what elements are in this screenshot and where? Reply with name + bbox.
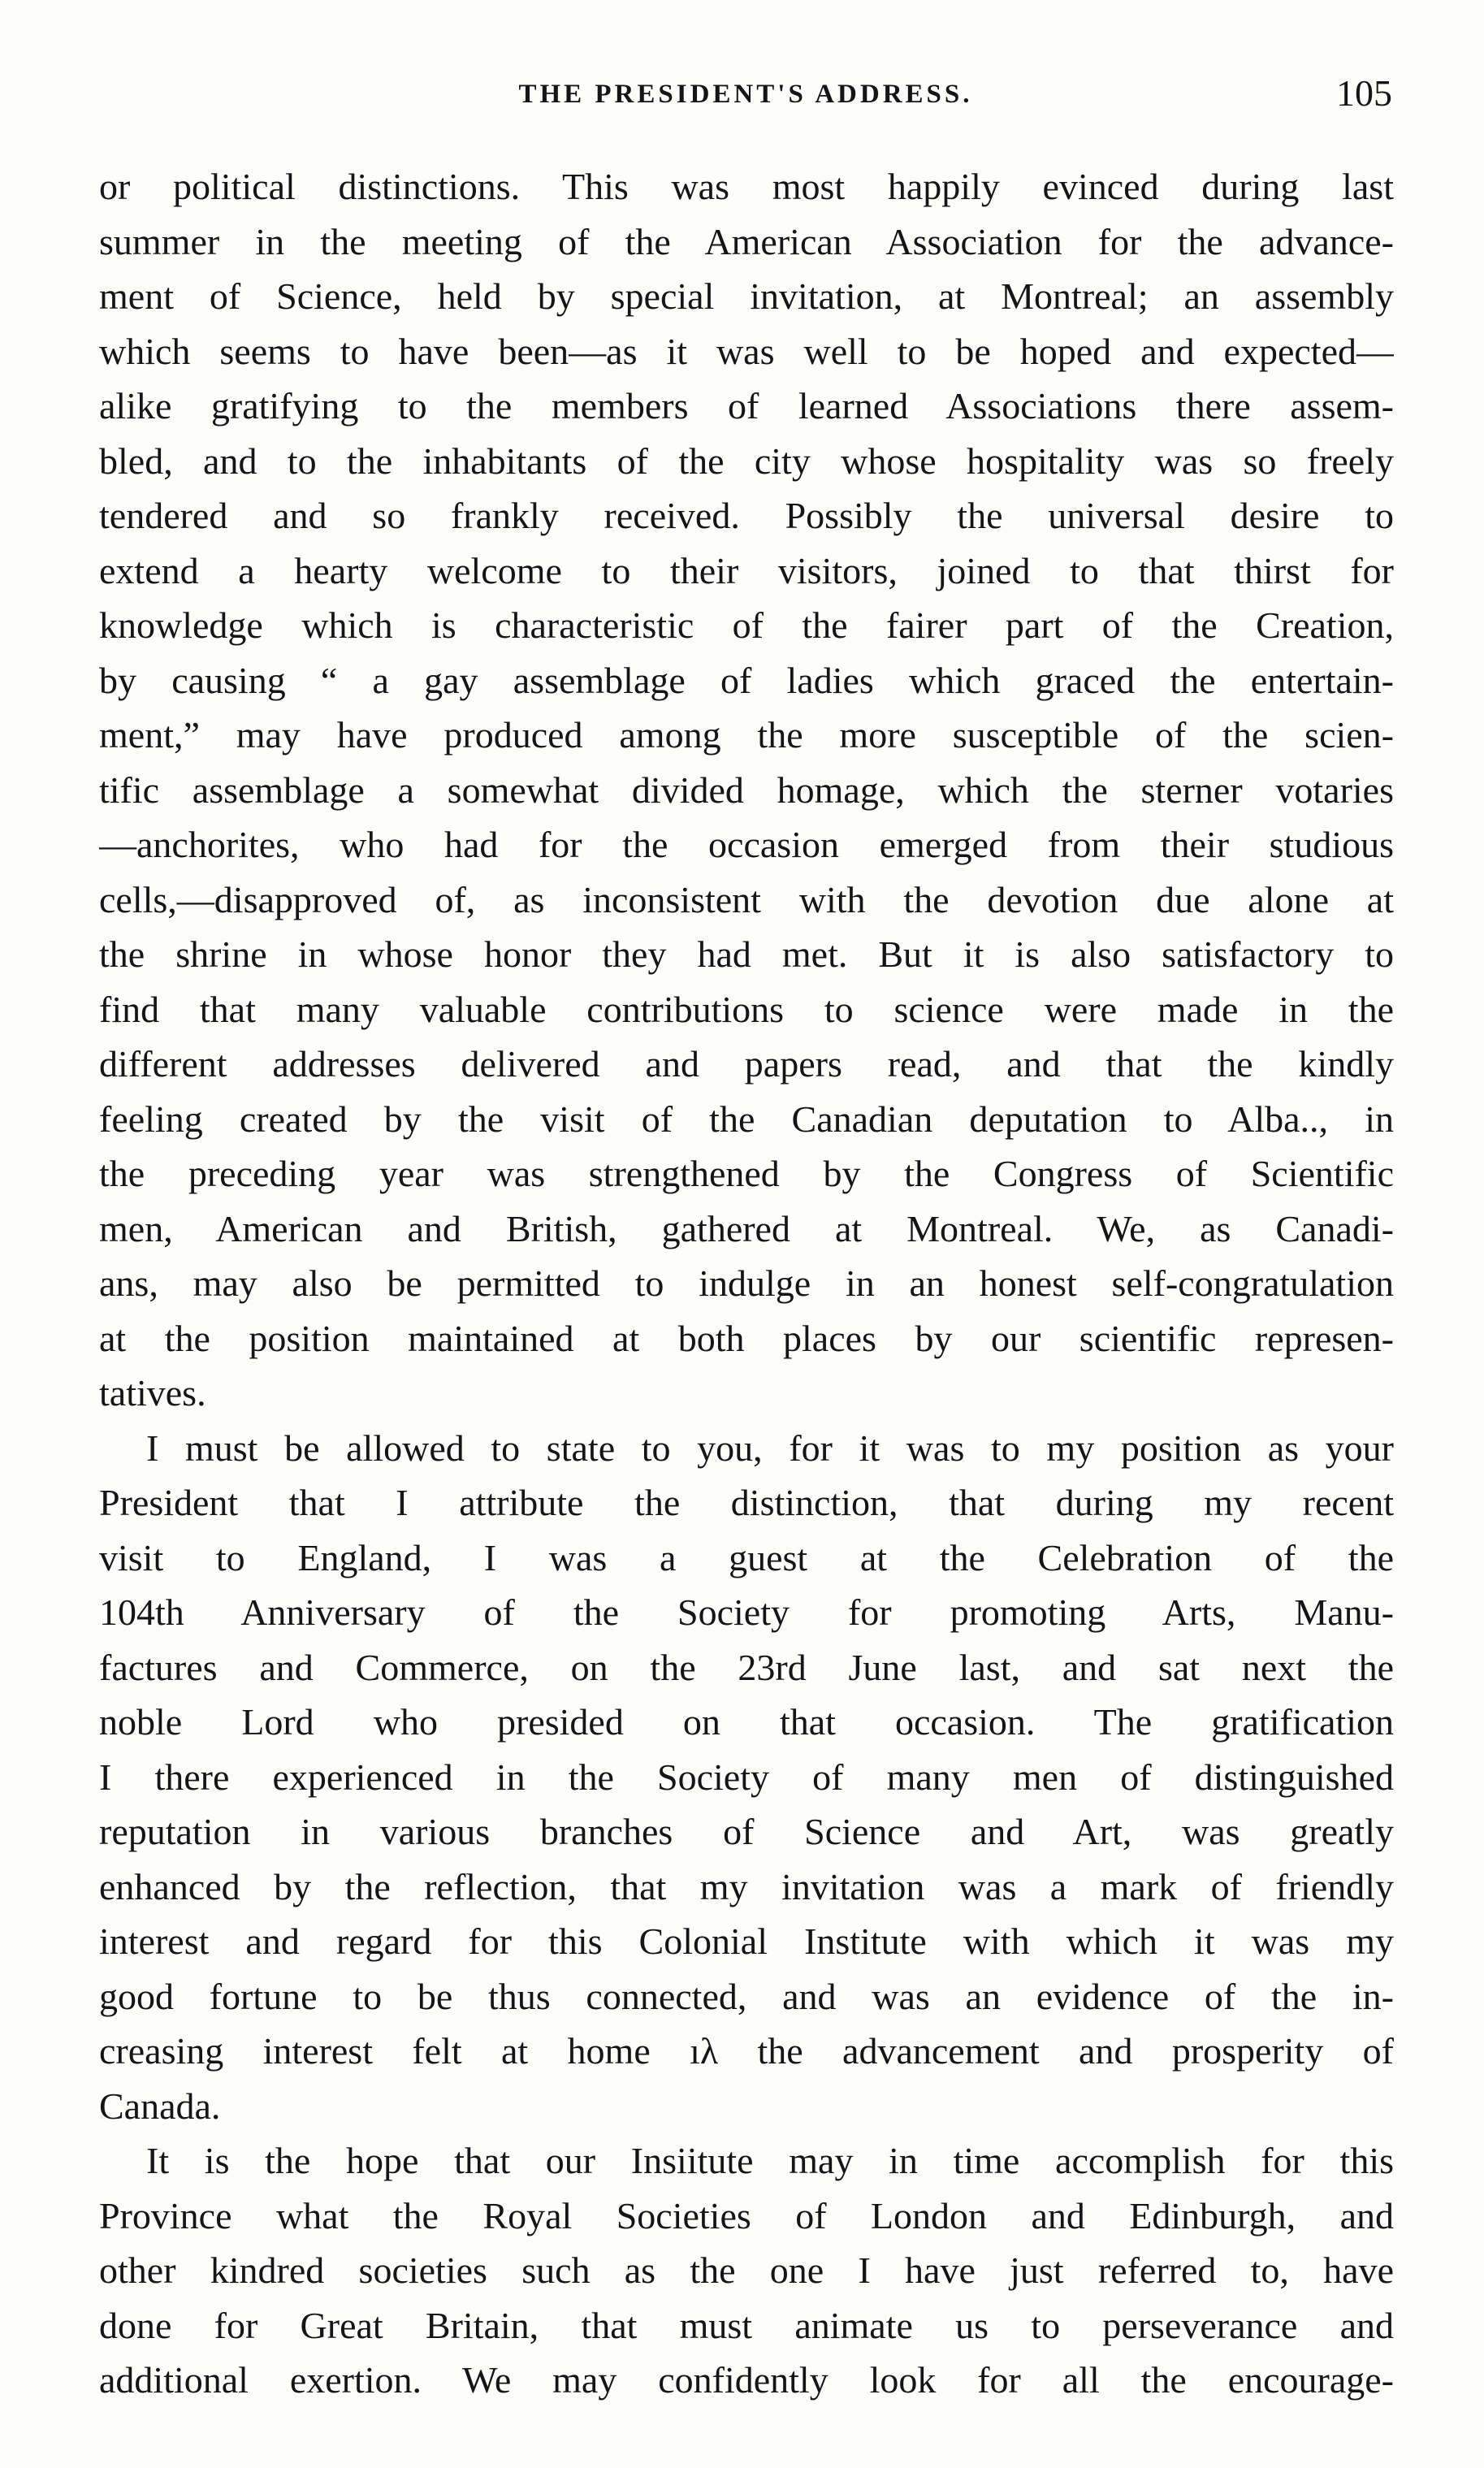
paragraph <box>99 1421 1394 2134</box>
paragraph <box>99 159 1394 1421</box>
text-line: good fortune to be thus connected, and was an evidence of the in- <box>99 1975 1394 2017</box>
text-line: find that many valuable contributions to science were made in the <box>99 988 1394 1030</box>
text-line: 104th Anniversary of the Society for promoting Arts, Manu- <box>99 1591 1394 1633</box>
text-line: Canada. <box>99 2085 221 2127</box>
text-line: I there experienced in the Society of many men of distinguished <box>99 1756 1394 1798</box>
text-line: the shrine in whose honor they had met. But it is also satisfactory to <box>99 933 1394 975</box>
text-line: feeling created by the visit of the Canadian deputation to Alba.., in <box>99 1098 1394 1140</box>
text-line: done for Great Britain, that must animate us to perseverance and <box>99 2304 1394 2346</box>
text-line: at the position maintained at both places by our scientific represen- <box>99 1317 1394 1359</box>
page-number: 105 <box>1336 72 1392 114</box>
running-head: THE PRESIDENT'S ADDRESS. <box>518 80 973 109</box>
text-line: reputation in various branches of Science and Art, was greatly <box>99 1811 1394 1852</box>
text-line: tendered and so frankly received. Possibly the universal desire to <box>99 495 1394 536</box>
text-line: factures and Commerce, on the 23rd June last, and sat next the <box>99 1646 1394 1688</box>
page-header <box>99 71 1392 136</box>
text-line: I must be allowed to state to you, for it was to my position as your <box>146 1427 1394 1469</box>
text-line: creasing interest felt at home ıλ the advancement and prosperity of <box>99 2030 1394 2072</box>
text-line: tatives. <box>99 1372 206 1414</box>
text-line: bled, and to the inhabitants of the city whose hospitality was so freely <box>99 439 1394 482</box>
text-line: ment,” may have produced among the more susceptible of the scien- <box>99 714 1394 756</box>
text-line: It is the hope that our Insiitute may in time accomplish for this <box>146 2140 1394 2181</box>
text-line: Province what the Royal Societies of London and Edinburgh, and <box>99 2194 1394 2236</box>
body-text <box>99 159 1394 2408</box>
text-line: visit to England, I was a guest at the Celebration of the <box>99 1536 1394 1578</box>
text-line: the preceding year was strengthened by the Congress of Scientific <box>99 1153 1394 1194</box>
text-line: enhanced by the reflection, that my invitation was a mark of friendly <box>99 1865 1394 1907</box>
text-line: —anchorites, who had for the occasion emerged from their studious <box>99 824 1394 865</box>
text-line: knowledge which is characteristic of the fairer part of the Creation, <box>99 604 1394 646</box>
text-line: by causing “ a gay assemblage of ladies which graced the entertain- <box>99 659 1394 701</box>
text-line: noble Lord who presided on that occasion. The gratification <box>99 1701 1394 1743</box>
text-line: men, American and British, gathered at Montreal. We, as Canadi- <box>99 1207 1394 1249</box>
text-line: President that I attribute the distinction, that during my recent <box>99 1482 1394 1523</box>
text-line: extend a hearty welcome to their visitors, joined to that thirst for <box>99 549 1394 591</box>
text-line: additional exertion. We may confidently look for all the encourage- <box>99 2359 1394 2401</box>
text-line: which seems to have been—as it was well to be hoped and expected— <box>99 330 1394 372</box>
text-line: cells,—disapproved of, as inconsistent with the devotion due alone at <box>99 878 1394 920</box>
text-line: alike gratifying to the members of learned Associations there assem- <box>99 385 1394 426</box>
text-line: different addresses delivered and papers read, and that the kindly <box>99 1043 1394 1085</box>
text-line: ans, may also be permitted to indulge in an honest self-congratulation <box>99 1262 1394 1304</box>
text-line: interest and regard for this Colonial Institute with which it was my <box>99 1920 1394 1962</box>
text-line: summer in the meeting of the American Association for the advance- <box>99 220 1394 262</box>
text-line: ment of Science, held by special invitation, at Montreal; an assembly <box>99 275 1394 317</box>
text-line: or political distinctions. This was most happily evinced during last <box>99 166 1394 207</box>
paragraph <box>99 2133 1394 2408</box>
text-line: other kindred societies such as the one I have just referred to, have <box>99 2249 1394 2291</box>
text-line: tific assemblage a somewhat divided homage, which the sterner votaries <box>99 769 1394 811</box>
